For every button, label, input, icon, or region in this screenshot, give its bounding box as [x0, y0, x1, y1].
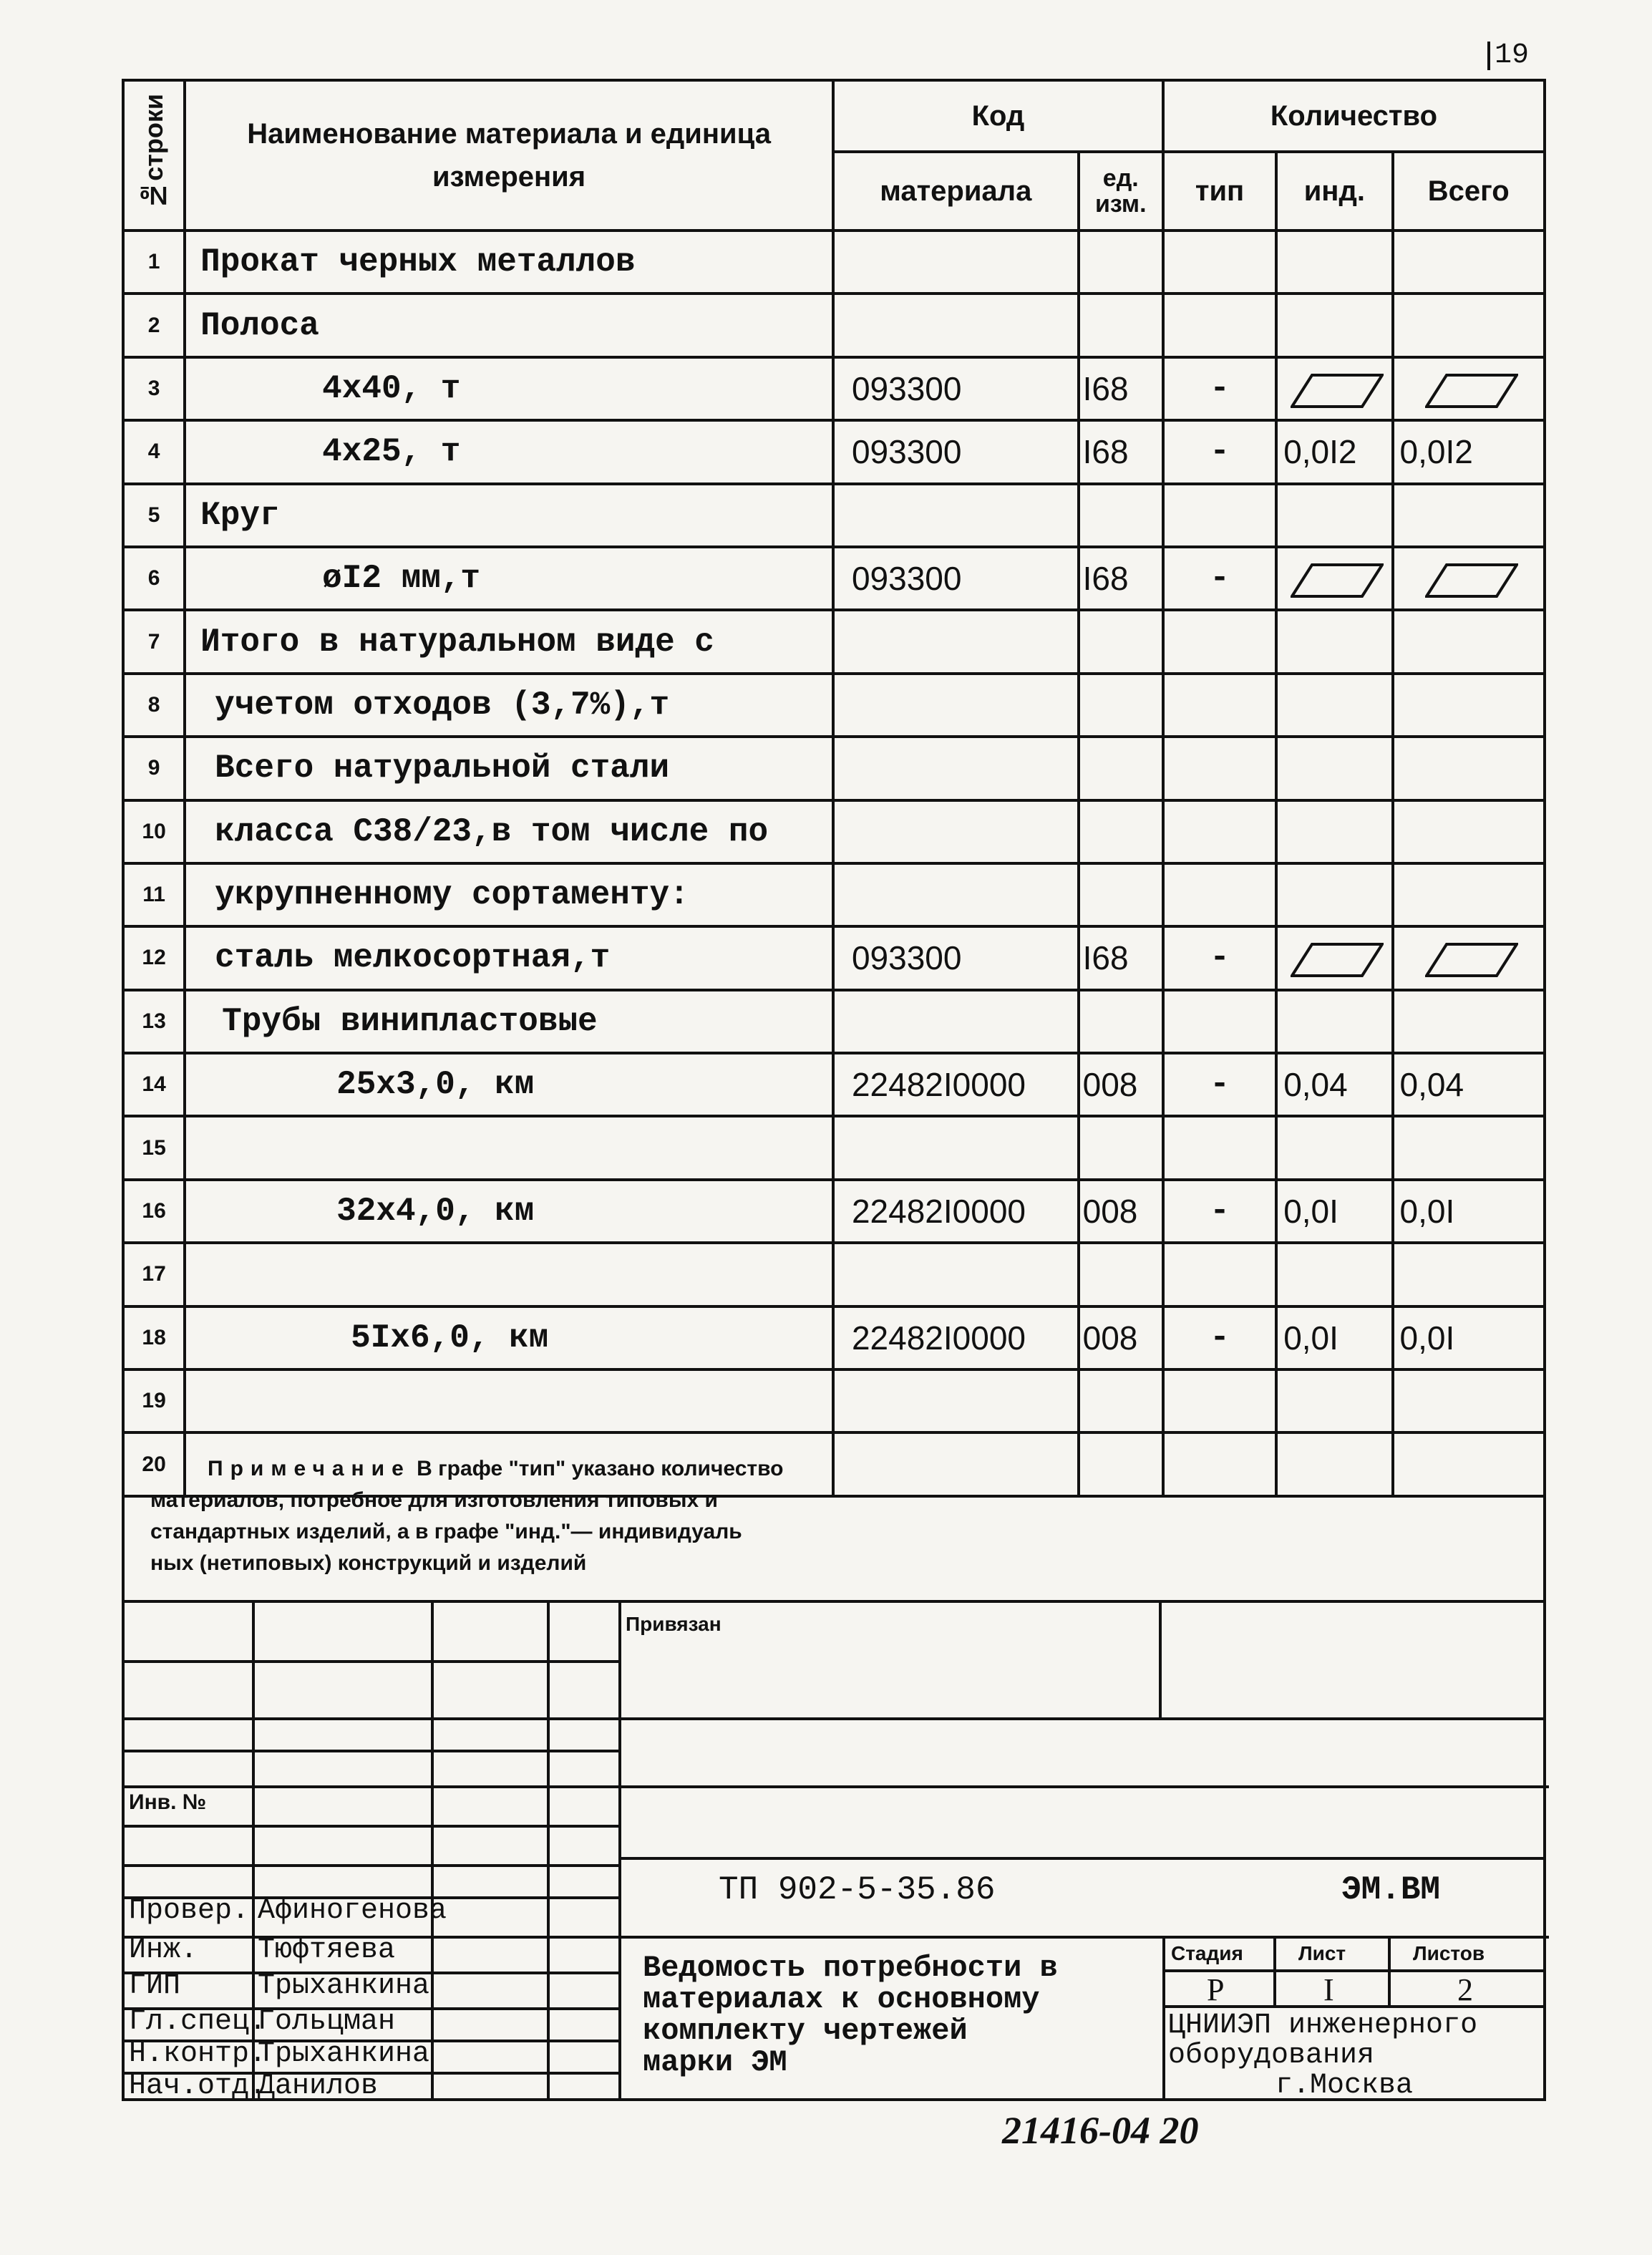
archive-number: 21416-04 20: [1002, 2109, 1199, 2152]
qty-type: [1163, 674, 1276, 737]
header-qty-ind: инд.: [1276, 152, 1392, 231]
signer-role: ГИП: [129, 1970, 181, 2002]
stage-label: Стадия: [1171, 1942, 1243, 1964]
sheets-label: Листов: [1413, 1942, 1485, 1964]
qty-total: [1393, 926, 1545, 989]
row-number: 2: [123, 294, 185, 357]
row-number: 20: [123, 1432, 185, 1495]
note-label: Примечание: [208, 1457, 411, 1480]
material-name: 4х25, т: [185, 420, 833, 483]
row-number: 3: [123, 357, 185, 420]
qty-type: [1163, 1116, 1276, 1179]
qty-ind: [1276, 863, 1392, 926]
unit-code: [1079, 863, 1163, 926]
material-code: 22482I0000: [833, 1180, 1079, 1243]
qty-type: -: [1163, 420, 1276, 483]
material-name: Прокат черных металлов: [185, 231, 833, 294]
table-row: [123, 1053, 1545, 1116]
qty-type: -: [1163, 547, 1276, 610]
qty-type: [1163, 1369, 1276, 1432]
note-line-2: материалов, потребное для изготовления типовых и: [150, 1488, 718, 1512]
qty-total: 0,04: [1393, 1053, 1545, 1116]
table-row: [123, 1306, 1545, 1369]
dash-parallelogram-icon: [1425, 373, 1518, 409]
qty-ind: [1276, 737, 1392, 800]
table-row: [123, 420, 1545, 483]
material-name: Всего натуральной стали: [185, 737, 833, 800]
material-name: Круг: [185, 484, 833, 547]
note-line-1: В графе "тип" указано количество: [417, 1457, 784, 1480]
qty-total: [1393, 484, 1545, 547]
row-number: 15: [123, 1116, 185, 1179]
qty-total: [1393, 737, 1545, 800]
material-code: 22482I0000: [833, 1306, 1079, 1369]
material-code: [833, 484, 1079, 547]
table-row: [123, 1369, 1545, 1432]
header-qty-type: тип: [1163, 152, 1276, 231]
header-code-unit: ед. изм.: [1079, 152, 1163, 231]
material-code: [833, 737, 1079, 800]
row-number: 7: [123, 610, 185, 673]
material-name: класса С38/23,в том числе по: [185, 800, 833, 863]
material-name: [185, 1369, 833, 1432]
signer-name: Трыханкина: [258, 2038, 430, 2070]
material-code: [833, 231, 1079, 294]
dash-parallelogram-icon: [1425, 563, 1518, 598]
drawing-mark: ЭМ.ВМ: [1341, 1871, 1441, 1909]
qty-total: [1393, 1243, 1545, 1306]
qty-total: [1393, 863, 1545, 926]
unit-code: 008: [1079, 1180, 1163, 1243]
qty-ind: 0,0I2: [1276, 420, 1392, 483]
qty-ind: [1276, 357, 1392, 420]
row-number: 11: [123, 863, 185, 926]
row-number: 5: [123, 484, 185, 547]
unit-code: [1079, 1243, 1163, 1306]
unit-code: [1079, 610, 1163, 673]
material-code: 22482I0000: [833, 1053, 1079, 1116]
material-name: Трубы винипластовые: [185, 990, 833, 1053]
signer-role: Н.контр.: [129, 2038, 267, 2070]
qty-total: [1393, 800, 1545, 863]
row-number: 10: [123, 800, 185, 863]
privyazan-label: Привязан: [626, 1613, 721, 1635]
table-row: [123, 231, 1545, 294]
material-name: Итого в натуральном виде с: [185, 610, 833, 673]
header-code-material: материала: [833, 152, 1079, 231]
note-block: [122, 1439, 1546, 1600]
header-row-number: №строки: [123, 80, 185, 231]
material-code: [833, 674, 1079, 737]
table-row: [123, 1180, 1545, 1243]
sheets-value: 2: [1457, 1972, 1473, 2007]
qty-total: [1393, 547, 1545, 610]
qty-type: [1163, 800, 1276, 863]
note-line-3: стандартных изделий, а в графе "инд."— индивидуаль: [150, 1520, 742, 1543]
qty-type: -: [1163, 1306, 1276, 1369]
material-code: 093300: [833, 547, 1079, 610]
qty-total: [1393, 294, 1545, 357]
qty-ind: [1276, 1116, 1392, 1179]
material-name: учетом отходов (3,7%),т: [185, 674, 833, 737]
unit-code: [1079, 484, 1163, 547]
dash-parallelogram-icon: [1291, 373, 1384, 409]
qty-ind: [1276, 1369, 1392, 1432]
row-number: 4: [123, 420, 185, 483]
title-block: [122, 1600, 1546, 2101]
table-row: [123, 926, 1545, 989]
row-number: 1: [123, 231, 185, 294]
qty-ind: 0,0I: [1276, 1306, 1392, 1369]
signer-name: Гольцман: [258, 2006, 396, 2038]
qty-ind: [1276, 484, 1392, 547]
unit-code: 008: [1079, 1306, 1163, 1369]
table-row: [123, 357, 1545, 420]
unit-code: [1079, 1369, 1163, 1432]
unit-code: 008: [1079, 1053, 1163, 1116]
qty-type: [1163, 990, 1276, 1053]
qty-type: -: [1163, 1053, 1276, 1116]
stage-value: Р: [1207, 1972, 1225, 2007]
qty-total: 0,0I: [1393, 1306, 1545, 1369]
qty-total: [1393, 1116, 1545, 1179]
material-code: [833, 1116, 1079, 1179]
page-number: 19: [1487, 42, 1552, 70]
material-code: 093300: [833, 357, 1079, 420]
qty-ind: [1276, 674, 1392, 737]
qty-total: 0,0I2: [1393, 420, 1545, 483]
material-name: 4х40, т: [185, 357, 833, 420]
qty-ind: [1276, 1243, 1392, 1306]
unit-code: [1079, 990, 1163, 1053]
row-number: 8: [123, 674, 185, 737]
unit-code: I68: [1079, 547, 1163, 610]
table-row: [123, 863, 1545, 926]
qty-total: [1393, 610, 1545, 673]
qty-ind: [1276, 990, 1392, 1053]
signer-name: Афиногенова: [258, 1895, 447, 1927]
signer-name: Трыханкина: [258, 1970, 430, 2002]
qty-total: [1393, 990, 1545, 1053]
unit-code: [1079, 1116, 1163, 1179]
qty-total: [1393, 357, 1545, 420]
qty-total: 0,0I: [1393, 1180, 1545, 1243]
material-name: Полоса: [185, 294, 833, 357]
header-qty-total: Всего: [1393, 152, 1545, 231]
row-number: 14: [123, 1053, 185, 1116]
material-code: [833, 1243, 1079, 1306]
row-number: 18: [123, 1306, 185, 1369]
material-code: [833, 990, 1079, 1053]
unit-code: [1079, 737, 1163, 800]
qty-ind: [1276, 610, 1392, 673]
material-code: [833, 1369, 1079, 1432]
qty-ind: 0,04: [1276, 1053, 1392, 1116]
qty-type: [1163, 610, 1276, 673]
header-name: Наименование материала и единица измерения: [185, 80, 833, 231]
qty-type: [1163, 294, 1276, 357]
table-row: [123, 294, 1545, 357]
table-row: [123, 674, 1545, 737]
qty-type: -: [1163, 1180, 1276, 1243]
qty-type: [1163, 863, 1276, 926]
organization: ЦНИИЭП инженерного оборудования г.Москва: [1168, 2009, 1478, 2102]
table-row: [123, 484, 1545, 547]
sheet-value: I: [1323, 1972, 1334, 2007]
qty-ind: [1276, 926, 1392, 989]
material-name: [185, 1116, 833, 1179]
table-row: [123, 1116, 1545, 1179]
document-title: Ведомость потребности в материалах к основному комплекту чертежей марки ЭМ: [643, 1951, 1058, 2080]
project-code: ТП 902-5-35.86: [719, 1871, 996, 1909]
material-name: øI2 мм,т: [185, 547, 833, 610]
qty-type: [1163, 1243, 1276, 1306]
unit-code: I68: [1079, 420, 1163, 483]
unit-code: [1079, 294, 1163, 357]
qty-type: [1163, 231, 1276, 294]
unit-code: [1079, 231, 1163, 294]
material-name: 32х4,0, км: [185, 1180, 833, 1243]
unit-code: [1079, 800, 1163, 863]
inv-no-label: Инв. №: [129, 1790, 207, 1814]
unit-code: I68: [1079, 926, 1163, 989]
sheet-label: Лист: [1298, 1942, 1346, 1964]
material-code: [833, 800, 1079, 863]
table-row: [123, 737, 1545, 800]
unit-code: I68: [1079, 357, 1163, 420]
material-code: [833, 863, 1079, 926]
materials-table: [122, 79, 1546, 1498]
qty-type: [1163, 737, 1276, 800]
table-row: [123, 990, 1545, 1053]
signer-role: Нач.отд.: [129, 2070, 267, 2103]
table-row: [123, 547, 1545, 610]
unit-code: [1079, 674, 1163, 737]
row-number: 6: [123, 547, 185, 610]
dash-parallelogram-icon: [1291, 942, 1384, 978]
qty-type: [1163, 484, 1276, 547]
signer-name: Данилов: [258, 2070, 379, 2103]
material-code: [833, 294, 1079, 357]
material-name: укрупненному сортаменту:: [185, 863, 833, 926]
signer-role: Гл.спец.: [129, 2006, 267, 2038]
qty-type: -: [1163, 926, 1276, 989]
qty-ind: 0,0I: [1276, 1180, 1392, 1243]
header-code-group: Код: [833, 80, 1163, 152]
qty-ind: [1276, 547, 1392, 610]
table-row: [123, 1243, 1545, 1306]
qty-ind: [1276, 294, 1392, 357]
qty-ind: [1276, 231, 1392, 294]
dash-parallelogram-icon: [1425, 942, 1518, 978]
signer-role: Провер.: [129, 1895, 250, 1927]
note-line-4: ных (нетиповых) конструкций и изделий: [150, 1551, 587, 1575]
row-number: 13: [123, 990, 185, 1053]
qty-total: [1393, 231, 1545, 294]
qty-type: -: [1163, 357, 1276, 420]
material-name: [185, 1243, 833, 1306]
row-number: 17: [123, 1243, 185, 1306]
material-name: 25х3,0, км: [185, 1053, 833, 1116]
table-row: [123, 610, 1545, 673]
material-code: [833, 610, 1079, 673]
material-name: сталь мелкосортная,т: [185, 926, 833, 989]
header-qty-group: Количество: [1163, 80, 1545, 152]
table-row: [123, 800, 1545, 863]
dash-parallelogram-icon: [1291, 563, 1384, 598]
signer-name: Тюфтяева: [258, 1934, 396, 1967]
material-code: 093300: [833, 926, 1079, 989]
row-number: 19: [123, 1369, 185, 1432]
row-number: 16: [123, 1180, 185, 1243]
qty-total: [1393, 1369, 1545, 1432]
qty-ind: [1276, 800, 1392, 863]
row-number: 9: [123, 737, 185, 800]
material-name: 5Iх6,0, км: [185, 1306, 833, 1369]
row-number: 12: [123, 926, 185, 989]
signer-role: Инж.: [129, 1934, 198, 1967]
qty-total: [1393, 674, 1545, 737]
material-code: 093300: [833, 420, 1079, 483]
